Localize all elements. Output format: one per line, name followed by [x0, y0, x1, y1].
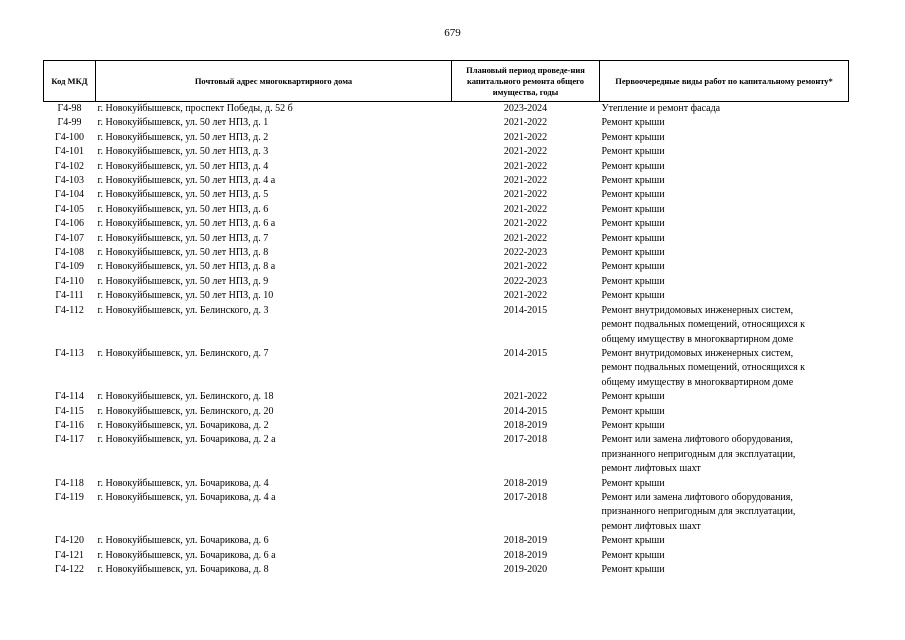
repair-works-line: Ремонт крыши [601, 247, 665, 259]
table-row [44, 433, 849, 476]
repair-works [600, 232, 849, 246]
table-row [44, 275, 849, 289]
mkd-address: г. Новокуйбышевск, ул. 50 лет НПЗ, д. 6 [97, 203, 269, 215]
repair-works [600, 188, 849, 202]
table-row [44, 477, 849, 491]
table-row [44, 549, 849, 563]
repair-period: 2021-2022 [503, 203, 548, 215]
repair-period: 2018-2019 [503, 549, 548, 561]
repair-works-line: Ремонт крыши [601, 218, 665, 230]
repair-works [600, 145, 849, 159]
table-row [44, 116, 849, 130]
repair-works [600, 160, 849, 174]
table-row [44, 160, 849, 174]
table-row [44, 347, 849, 390]
repair-works-line: ремонт лифтовых шахт [601, 520, 701, 532]
repair-works-line: признанного непригодным для эксплуатации, [601, 448, 796, 460]
mkd-address: г. Новокуйбышевск, ул. 50 лет НПЗ, д. 2 [97, 131, 269, 143]
repair-works-line: Ремонт крыши [601, 477, 665, 489]
repair-works-line: Ремонт крыши [601, 189, 665, 201]
repair-works-line: Ремонт или замена лифтового оборудования, [601, 491, 793, 503]
mkd-address: г. Новокуйбышевск, ул. 50 лет НПЗ, д. 8 [97, 247, 269, 259]
mkd-address: г. Новокуйбышевск, ул. 50 лет НПЗ, д. 9 [97, 275, 269, 287]
table-header [44, 61, 849, 102]
mkd-code: Г4-111 [55, 290, 84, 302]
repair-period: 2014-2015 [503, 304, 548, 316]
repair-period: 2022-2023 [503, 275, 548, 287]
mkd-address: г. Новокуйбышевск, ул. 50 лет НПЗ, д. 6 а [97, 218, 276, 230]
repair-works-line: ремонт подвальных помещений, относящихся к [601, 319, 806, 331]
repair-works-line: Ремонт крыши [601, 232, 665, 244]
repair-works [600, 347, 849, 390]
mkd-code: Г4-112 [55, 304, 84, 316]
mkd-code: Г4-117 [55, 434, 84, 446]
repair-period: 2021-2022 [503, 391, 548, 403]
mkd-code: Г4-99 [57, 117, 82, 129]
repair-works-line: Ремонт внутридомовых инженерных систем, [601, 347, 794, 359]
mkd-code: Г4-104 [54, 189, 85, 201]
repair-period: 2021-2022 [503, 175, 548, 187]
repair-works [600, 491, 849, 534]
header-address: Почтовый адрес многоквартирного дома [96, 61, 452, 102]
mkd-code: Г4-105 [54, 203, 85, 215]
repair-works-line: Ремонт крыши [601, 535, 665, 547]
repair-works [600, 477, 849, 491]
repair-period: 2021-2022 [503, 146, 548, 158]
table-row [44, 102, 849, 117]
repair-works [600, 419, 849, 433]
mkd-address: г. Новокуйбышевск, ул. Белинского, д. 7 [97, 347, 269, 359]
mkd-address: г. Новокуйбышевск, ул. 50 лет НПЗ, д. 5 [97, 189, 269, 201]
mkd-address: г. Новокуйбышевск, ул. 50 лет НПЗ, д. 3 [97, 146, 269, 158]
repair-works-line: Ремонт крыши [601, 203, 665, 215]
repair-works [600, 304, 849, 347]
header-works: Первоочередные виды работ по капитальному ремонту* [600, 61, 849, 102]
mkd-code: Г4-108 [54, 247, 85, 259]
mkd-address: г. Новокуйбышевск, ул. Белинского, д. 3 [97, 304, 269, 316]
table-row [44, 419, 849, 433]
repair-period: 2021-2022 [503, 160, 548, 172]
repair-period: 2018-2019 [503, 419, 548, 431]
repair-works-line: Ремонт крыши [601, 549, 665, 561]
mkd-code: Г4-114 [55, 391, 84, 403]
repair-period: 2017-2018 [503, 434, 548, 446]
repair-period: 2018-2019 [503, 477, 548, 489]
table-row [44, 390, 849, 404]
mkd-code: Г4-113 [55, 347, 84, 359]
repair-works [600, 534, 849, 548]
mkd-code: Г4-109 [54, 261, 85, 273]
repair-period: 2021-2022 [503, 232, 548, 244]
mkd-address: г. Новокуйбышевск, ул. 50 лет НПЗ, д. 10 [97, 290, 274, 302]
repair-works-line: Ремонт крыши [601, 564, 665, 575]
mkd-code: Г4-116 [55, 419, 84, 431]
mkd-code: Г4-107 [54, 232, 85, 244]
mkd-code: Г4-120 [54, 535, 85, 547]
mkd-code: Г4-122 [54, 564, 85, 575]
repair-period: 2021-2022 [503, 117, 548, 129]
table-row [44, 188, 849, 202]
mkd-code: Г4-118 [55, 477, 84, 489]
table-row [44, 534, 849, 548]
repair-works [600, 549, 849, 563]
mkd-code: Г4-98 [57, 103, 82, 114]
repair-period: 2023-2024 [503, 103, 548, 114]
repair-works-line: Ремонт крыши [601, 391, 665, 403]
repair-works-line: ремонт подвальных помещений, относящихся к [601, 362, 806, 374]
repair-works [600, 260, 849, 274]
mkd-address: г. Новокуйбышевск, ул. Бочарикова, д. 6 а [97, 549, 276, 561]
repair-period: 2014-2015 [503, 347, 548, 359]
repair-works [600, 405, 849, 419]
repair-works-line: признанного непригодным для эксплуатации, [601, 506, 796, 518]
mkd-code: Г4-119 [55, 491, 84, 503]
table-row [44, 232, 849, 246]
repair-works-line: Ремонт крыши [601, 419, 665, 431]
repair-works-line: Утепление и ремонт фасада [601, 103, 721, 114]
table-row [44, 174, 849, 188]
table-row [44, 405, 849, 419]
table-body [44, 102, 849, 578]
mkd-address: г. Новокуйбышевск, ул. Бочарикова, д. 4 а [97, 491, 276, 503]
mkd-address: г. Новокуйбышевск, ул. Бочарикова, д. 4 [97, 477, 269, 489]
table-row [44, 491, 849, 534]
repair-works-line: общему имуществу в многоквартирном доме [601, 376, 794, 388]
mkd-address: г. Новокуйбышевск, ул. Бочарикова, д. 2 а [97, 434, 276, 446]
mkd-code: Г4-101 [54, 146, 85, 158]
mkd-address: г. Новокуйбышевск, ул. Бочарикова, д. 6 [97, 535, 269, 547]
table-row [44, 289, 849, 303]
repair-works [600, 174, 849, 188]
repair-works-line: Ремонт крыши [601, 275, 665, 287]
repair-period: 2021-2022 [503, 131, 548, 143]
repair-works [600, 433, 849, 476]
repair-works-line: общему имуществу в многоквартирном доме [601, 333, 794, 345]
capital-repair-table [43, 60, 849, 577]
mkd-address: г. Новокуйбышевск, ул. Белинского, д. 18 [97, 391, 274, 403]
repair-works [600, 390, 849, 404]
mkd-address: г. Новокуйбышевск, ул. Белинского, д. 20 [97, 405, 274, 417]
repair-period: 2019-2020 [503, 564, 548, 575]
mkd-address: г. Новокуйбышевск, ул. 50 лет НПЗ, д. 7 [97, 232, 269, 244]
table-row [44, 145, 849, 159]
repair-works-line: Ремонт крыши [601, 290, 665, 302]
repair-works-line: ремонт лифтовых шахт [601, 463, 701, 475]
repair-works-line: Ремонт крыши [601, 175, 665, 187]
repair-period: 2022-2023 [503, 247, 548, 259]
repair-works [600, 289, 849, 303]
repair-period: 2018-2019 [503, 535, 548, 547]
mkd-address: г. Новокуйбышевск, ул. Бочарикова, д. 2 [97, 419, 269, 431]
mkd-code: Г4-115 [55, 405, 84, 417]
table-row [44, 131, 849, 145]
page-number: 679 [444, 27, 461, 39]
repair-period: 2014-2015 [503, 405, 548, 417]
mkd-code: Г4-121 [54, 549, 85, 561]
repair-works-line: Ремонт крыши [601, 131, 665, 143]
repair-period: 2017-2018 [503, 491, 548, 503]
table-row [44, 246, 849, 260]
mkd-code: Г4-103 [54, 175, 85, 187]
mkd-code: Г4-106 [54, 218, 85, 230]
repair-works-line: Ремонт внутридомовых инженерных систем, [601, 304, 794, 316]
table-row [44, 217, 849, 231]
mkd-code: Г4-100 [54, 131, 85, 143]
table-row [44, 260, 849, 274]
mkd-code: Г4-102 [54, 160, 85, 172]
repair-period: 2021-2022 [503, 189, 548, 201]
repair-works-line: Ремонт крыши [601, 117, 665, 129]
table-row [44, 203, 849, 217]
repair-works [600, 131, 849, 145]
table-row [44, 563, 849, 577]
repair-works-line: Ремонт или замена лифтового оборудования, [601, 434, 793, 446]
repair-works [600, 102, 849, 117]
repair-works-line: Ремонт крыши [601, 146, 665, 158]
repair-works [600, 246, 849, 260]
repair-works [600, 217, 849, 231]
repair-works [600, 203, 849, 217]
repair-period: 2021-2022 [503, 290, 548, 302]
mkd-code: Г4-110 [55, 275, 84, 287]
repair-works-line: Ремонт крыши [601, 261, 665, 273]
table-row [44, 304, 849, 347]
mkd-address: г. Новокуйбышевск, ул. 50 лет НПЗ, д. 1 [97, 117, 269, 129]
repair-works [600, 563, 849, 577]
header-code: Код МКД [44, 61, 96, 102]
repair-period: 2021-2022 [503, 261, 548, 273]
repair-works [600, 275, 849, 289]
mkd-address: г. Новокуйбышевск, ул. Бочарикова, д. 8 [97, 564, 269, 575]
mkd-address: г. Новокуйбышевск, проспект Победы, д. 52 б [97, 103, 293, 114]
repair-works-line: Ремонт крыши [601, 160, 665, 172]
mkd-address: г. Новокуйбышевск, ул. 50 лет НПЗ, д. 8 а [97, 261, 276, 273]
mkd-address: г. Новокуйбышевск, ул. 50 лет НПЗ, д. 4 [97, 160, 269, 172]
repair-works-line: Ремонт крыши [601, 405, 665, 417]
repair-period: 2021-2022 [503, 218, 548, 230]
mkd-address: г. Новокуйбышевск, ул. 50 лет НПЗ, д. 4 а [97, 175, 276, 187]
header-period: Плановый период проведе-ния капитального ремонта общего имущества, годы [452, 61, 600, 102]
repair-works [600, 116, 849, 130]
